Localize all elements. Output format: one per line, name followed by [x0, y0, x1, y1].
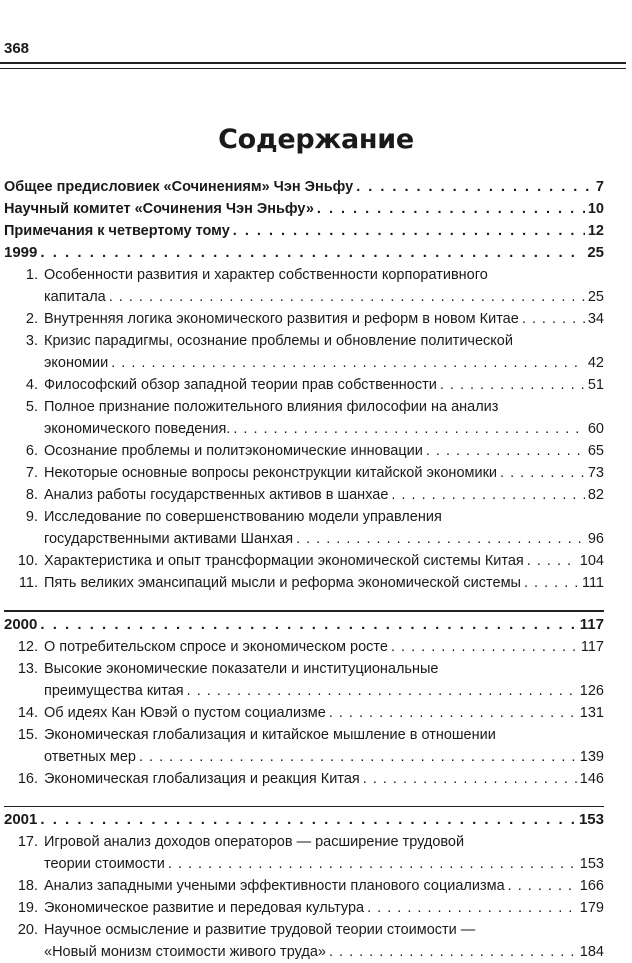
toc-item[interactable]: [4, 724, 604, 746]
dot-leader: [109, 286, 585, 308]
toc-item[interactable]: [4, 919, 604, 941]
dot-leader: [522, 308, 585, 330]
toc-item-page: 82: [587, 487, 604, 503]
dot-leader: [168, 853, 577, 875]
toc-item-continuation[interactable]: [4, 528, 604, 550]
page-title: Содержание: [218, 124, 414, 155]
toc-item[interactable]: [4, 768, 604, 790]
year-page: 153: [578, 811, 604, 828]
toc-front-entry[interactable]: [4, 198, 604, 220]
toc-item-title: Анализ работы государственных активов в шанхае: [44, 487, 389, 503]
toc-item-page: 179: [579, 900, 604, 916]
toc-entry-title: Общее предисловиек «Сочинениям» Чэн Эньфу: [4, 179, 354, 195]
toc-item-title: Научное осмысление и развитие трудовой теории стоимости —: [44, 922, 476, 938]
toc-entry-page: 12: [587, 223, 604, 239]
toc-item[interactable]: [4, 264, 604, 286]
toc-item-number: 4.: [25, 377, 38, 393]
dot-leader: [187, 680, 577, 702]
dot-leader: [426, 440, 585, 462]
toc-item[interactable]: [4, 440, 604, 462]
toc-item-number: 2.: [25, 311, 38, 327]
toc-item-number: 1.: [25, 267, 38, 283]
toc-item-continuation[interactable]: [4, 286, 604, 308]
toc-item-title-cont: экономического поведения.: [44, 421, 231, 437]
toc-item-page: 51: [587, 377, 604, 393]
toc-item-title-cont: теории стоимости: [44, 856, 165, 872]
page-number: 368: [4, 40, 30, 57]
toc-item[interactable]: [4, 572, 604, 594]
dot-leader: [317, 198, 585, 220]
toc-entry-title: Научный комитет «Сочинения Чэн Эньфу»: [4, 201, 314, 217]
section-divider: [4, 806, 604, 808]
dot-leader: [40, 242, 584, 264]
toc-item-title: Экономическое развитие и передовая культура: [44, 900, 365, 916]
toc-item[interactable]: [4, 897, 604, 919]
year-label: 2000: [4, 615, 38, 633]
toc-front-entry[interactable]: [4, 220, 604, 242]
toc-item-page: 166: [579, 878, 604, 894]
toc-item-title: О потребительском спросе и экономическом росте: [44, 638, 388, 655]
dot-leader: [40, 809, 576, 831]
toc-item-number: 5.: [25, 399, 38, 415]
header-rule-thin: [0, 68, 626, 69]
toc-item-title: Полное признание положительного влияния философии на анализ: [44, 399, 499, 415]
toc-item-title: Некоторые основные вопросы реконструкции китайской экономики: [44, 465, 498, 481]
toc-item-number: 16.: [17, 770, 38, 787]
toc-item-continuation[interactable]: [4, 853, 604, 875]
section-gap: [4, 790, 604, 802]
toc-item-number: 11.: [18, 575, 38, 591]
toc-sections: [4, 242, 604, 963]
section-divider: [4, 610, 604, 612]
toc-front-entry[interactable]: [4, 176, 604, 198]
toc-item-title: Высокие экономические показатели и институциональные: [44, 660, 439, 677]
toc-item-page: 131: [579, 704, 604, 721]
toc-item-number: 13.: [17, 660, 38, 677]
toc-item-title: Исследование по совершенствованию модели управления: [44, 509, 442, 525]
toc-item-title-cont: «Новый монизм стоимости живого труда»: [44, 944, 326, 960]
toc-item-number: 18.: [17, 878, 38, 894]
toc-item-page: 146: [579, 770, 604, 787]
toc-item-continuation[interactable]: [4, 680, 604, 702]
toc-item-page: 42: [587, 355, 604, 371]
toc-item-page: 25: [587, 289, 604, 305]
dot-leader: [363, 768, 577, 790]
toc-item-page: 184: [579, 944, 604, 960]
toc-item-title: Характеристика и опыт трансформации экономической системы Китая: [44, 553, 524, 569]
toc-item[interactable]: [4, 636, 604, 658]
toc-item[interactable]: [4, 831, 604, 853]
toc-item-number: 17.: [17, 834, 38, 850]
dot-leader: [391, 636, 578, 658]
toc-item-page: 139: [579, 748, 604, 765]
toc-item-title: Анализ западными учеными эффективности планового социализма: [44, 878, 505, 894]
dot-leader: [367, 897, 577, 919]
toc-item-title: Внутренняя логика экономического развития и реформ в новом Китае: [44, 311, 519, 327]
toc-item-number: 19.: [17, 900, 38, 916]
toc-item-number: 15.: [17, 726, 38, 743]
toc-item-continuation[interactable]: [4, 941, 604, 963]
toc-item-number: 7.: [25, 465, 38, 481]
table-of-contents: [4, 176, 604, 963]
toc-item-number: 12.: [17, 638, 38, 655]
toc-item-title: Об идеях Кан Ювэй о пустом социализме: [44, 704, 326, 721]
dot-leader: [440, 374, 585, 396]
year-page: 117: [579, 615, 604, 633]
dot-leader: [356, 176, 593, 198]
toc-year-heading[interactable]: [4, 614, 604, 636]
toc-item-number: 14.: [17, 704, 38, 721]
toc-item-page: 126: [579, 682, 604, 699]
dot-leader: [233, 220, 585, 242]
dot-leader: [329, 941, 577, 963]
dot-leader: [524, 572, 579, 594]
dot-leader: [111, 352, 585, 374]
dot-leader: [508, 875, 577, 897]
toc-item-title: Философский обзор западной теории прав собственности: [44, 377, 437, 393]
toc-item-title-cont: экономии: [44, 355, 109, 371]
toc-item-page: 60: [587, 421, 604, 437]
toc-entry-title: Примечания к четвертому тому: [4, 223, 230, 239]
dot-leader: [233, 418, 585, 440]
toc-item[interactable]: [4, 484, 604, 506]
toc-item-number: 8.: [25, 487, 38, 503]
toc-item-number: 3.: [25, 333, 38, 349]
toc-item-number: 20.: [17, 922, 38, 938]
toc-item-title-cont: преимущества китая: [44, 682, 184, 699]
toc-item-page: 153: [579, 856, 604, 872]
toc-item-continuation[interactable]: [4, 352, 604, 374]
toc-item[interactable]: [4, 330, 604, 352]
toc-item-page: 73: [587, 465, 604, 481]
toc-item[interactable]: [4, 702, 604, 724]
toc-item-title-cont: капитала: [44, 289, 106, 305]
toc-item-title: Экономическая глобализация и реакция Китая: [44, 770, 360, 787]
year-label: 2001: [4, 811, 38, 828]
toc-item-title-cont: государственными активами Шанхая: [44, 531, 294, 547]
dot-leader: [329, 702, 577, 724]
toc-item[interactable]: [4, 374, 604, 396]
toc-item-title: Игровой анализ доходов операторов — расширение трудовой: [44, 834, 465, 850]
toc-item-number: 9.: [25, 509, 38, 525]
toc-item[interactable]: [4, 658, 604, 680]
toc-item-number: 6.: [25, 443, 38, 459]
year-page: 25: [587, 244, 604, 261]
section-gap: [4, 594, 604, 606]
dot-leader: [391, 484, 584, 506]
toc-entry-page: 10: [587, 201, 604, 217]
toc-item-page: 104: [579, 553, 604, 569]
dot-leader: [527, 550, 577, 572]
dot-leader: [40, 614, 576, 636]
toc-item[interactable]: [4, 875, 604, 897]
toc-item-page: 117: [580, 638, 604, 655]
toc-item-continuation[interactable]: [4, 746, 604, 768]
toc-item-title: Пять великих эмансипаций мысли и реформа экономической системы: [44, 575, 521, 591]
toc-entry-page: 7: [595, 179, 604, 195]
toc-item[interactable]: [4, 506, 604, 528]
toc-item-continuation[interactable]: [4, 418, 604, 440]
toc-item-title: Осознание проблемы и политэкономические инновации: [44, 443, 423, 459]
dot-leader: [296, 528, 585, 550]
toc-item[interactable]: [4, 308, 604, 330]
toc-item-page: 111: [581, 575, 604, 591]
dot-leader: [139, 746, 577, 768]
dot-leader: [500, 462, 585, 484]
toc-item[interactable]: [4, 550, 604, 572]
toc-item-title: Кризис парадигмы, осознание проблемы и обновление политической: [44, 333, 513, 349]
toc-item-title-cont: ответных мер: [44, 748, 136, 765]
toc-year-heading[interactable]: [4, 242, 604, 264]
toc-item-page: 65: [587, 443, 604, 459]
toc-item-number: 10.: [17, 553, 38, 569]
toc-item[interactable]: [4, 462, 604, 484]
toc-item-title: Экономическая глобализация и китайское мышление в отношении: [44, 726, 496, 743]
year-label: 1999: [4, 244, 38, 261]
toc-year-heading[interactable]: [4, 809, 604, 831]
toc-item-page: 96: [587, 531, 604, 547]
toc-item-title: Особенности развития и характер собственности корпоративного: [44, 267, 488, 283]
header-rule-thick: [0, 62, 626, 64]
toc-item-page: 34: [587, 311, 604, 327]
toc-item[interactable]: [4, 396, 604, 418]
